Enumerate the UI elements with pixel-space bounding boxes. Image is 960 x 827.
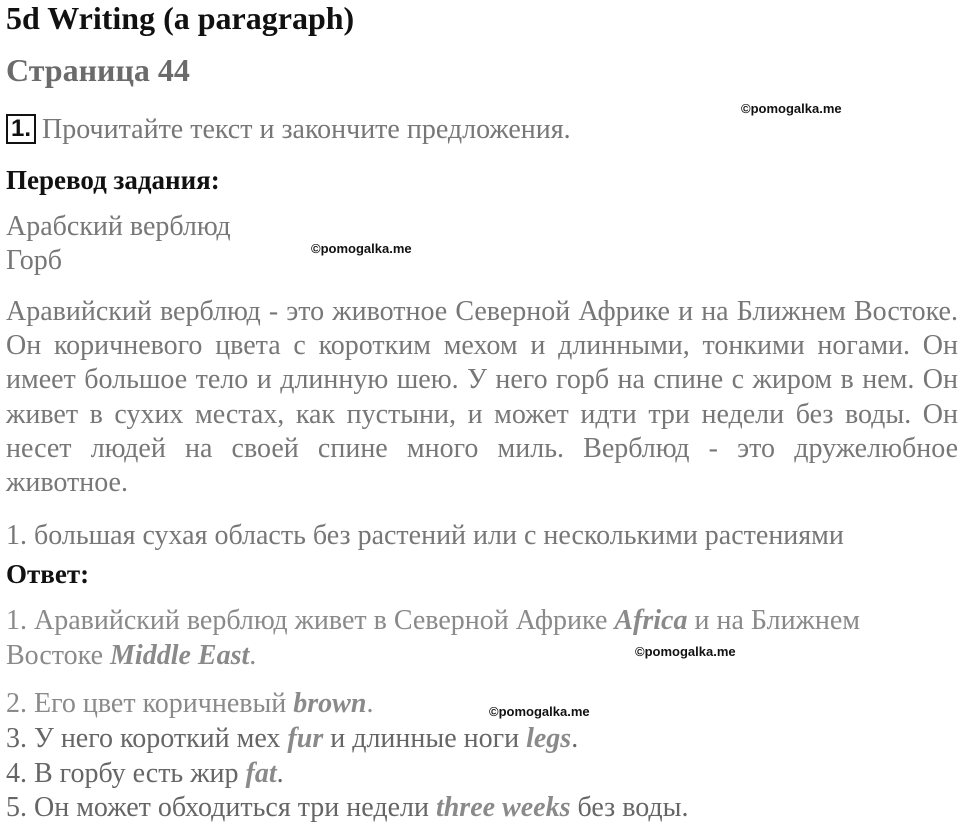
answer-heading: Ответ: bbox=[6, 559, 90, 589]
page-number-heading: Страница 44 bbox=[6, 52, 190, 88]
answer-text: и длинные ноги bbox=[323, 723, 527, 754]
watermark: ©pomogalka.me bbox=[311, 241, 412, 256]
answer-item-3 bbox=[6, 721, 578, 756]
answer-english-word: brown bbox=[293, 688, 367, 719]
page-title: 5d Writing (a paragraph) bbox=[6, 0, 355, 36]
answer-text: 1. Аравийский верблюд живет в Северной Африке bbox=[6, 605, 615, 636]
answer-item-4 bbox=[6, 756, 284, 791]
answer-text: 2. Его цвет коричневый bbox=[6, 688, 294, 719]
answer-text: . bbox=[366, 688, 374, 719]
answer-english-word: legs bbox=[526, 723, 572, 754]
definition-line: 1. большая сухая область без растений или с несколькими растениями bbox=[6, 520, 844, 551]
translation-paragraph: Аравийский верблюд - это животное Северной Африке и на Ближнем Востоке. Он коричневого цвета с коротким мехом и длинными, тонкими ногами. Он имеет большое тело и длинную шею. У него горб на спине с жиром в нем. Он живет в сухих местах, как пустыни, и может идти три недели без воды. Он несет людей на своей спине много миль. Верблюд - это дружелюбное животное. bbox=[6, 296, 958, 499]
answer-text: 4. В горбу есть жир bbox=[6, 758, 246, 789]
answer-item-5 bbox=[6, 790, 688, 825]
translation-hump-line: Горб bbox=[6, 245, 62, 276]
answer-english-word: three weeks bbox=[435, 792, 571, 823]
answer-text: . bbox=[249, 640, 257, 671]
task-instruction-row bbox=[6, 112, 571, 148]
watermark: ©pomogalka.me bbox=[635, 644, 736, 659]
watermark: ©pomogalka.me bbox=[489, 704, 590, 719]
answer-text: . bbox=[276, 758, 284, 789]
task-instruction: Прочитайте текст и закончите предложения. bbox=[42, 114, 571, 145]
translation-heading: Перевод задания: bbox=[6, 165, 220, 195]
answer-item-2 bbox=[6, 686, 373, 721]
answer-english-word: Middle East bbox=[110, 640, 250, 671]
answer-item-1 bbox=[6, 603, 956, 673]
answer-text: 5. Он может обходиться три недели bbox=[6, 792, 436, 823]
answer-text: . bbox=[571, 723, 579, 754]
answer-text: и на Ближнем Востоке bbox=[6, 605, 861, 671]
task-number-badge: 1. bbox=[6, 114, 36, 144]
watermark: ©pomogalka.me bbox=[741, 101, 842, 116]
translation-title-line: Арабский верблюд bbox=[6, 211, 231, 242]
answer-english-word: Africa bbox=[614, 605, 688, 636]
answer-text: 3. У него короткий мех bbox=[6, 723, 288, 754]
answer-text: без воды. bbox=[570, 792, 689, 823]
answer-english-word: fur bbox=[287, 723, 324, 754]
answer-english-word: fat bbox=[245, 758, 277, 789]
